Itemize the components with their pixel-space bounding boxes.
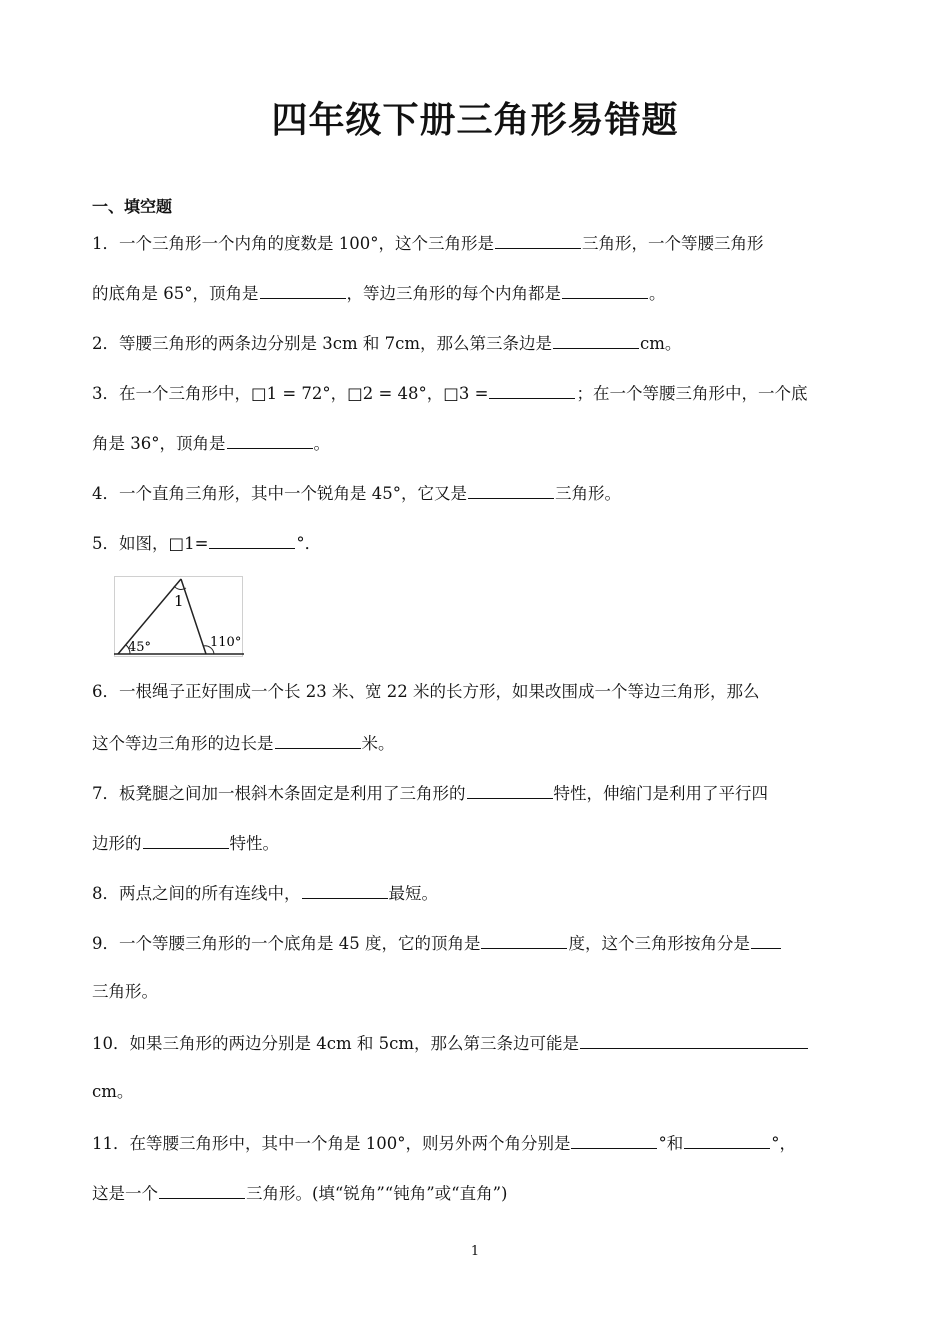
q2-text-b: cm。 xyxy=(640,334,682,353)
question-7-line-2 xyxy=(92,830,279,856)
q1-text-b: 三角形，一个等腰三角形 xyxy=(582,234,764,253)
q11-blank-1[interactable] xyxy=(571,1130,657,1149)
question-3-line-1 xyxy=(92,380,807,406)
question-6-line-2 xyxy=(92,730,395,756)
q3-text-b: ；在一个等腰三角形中，一个底 xyxy=(576,384,808,403)
question-5 xyxy=(92,530,321,556)
page-title: 四年级下册三角形易错题 xyxy=(271,100,679,141)
question-6-line-1 xyxy=(92,680,759,704)
q7-blank-2[interactable] xyxy=(143,830,229,849)
q9-text-b: 度，这个三角形按角分是 xyxy=(568,934,750,953)
question-7-line-1 xyxy=(92,780,768,806)
q9-text-c: 三角形。 xyxy=(92,982,158,1001)
q1-text-e: 。 xyxy=(649,284,666,303)
q7-text-d: 特性。 xyxy=(229,834,279,853)
angle-1-label: 1 xyxy=(174,592,184,610)
q7-text-c: 边形的 xyxy=(92,834,142,853)
q1-blank-3[interactable] xyxy=(562,280,648,299)
question-10-line-2 xyxy=(92,1080,133,1104)
q6-text-c: 米。 xyxy=(361,734,395,753)
page-number: 1 xyxy=(470,1244,480,1259)
q3-text-a: 3．在一个三角形中，□1 = 72°，□2 = 48°，□3 = xyxy=(92,384,489,403)
question-4 xyxy=(92,480,621,506)
q8-blank-1[interactable] xyxy=(302,880,388,899)
question-1-line-2 xyxy=(92,280,666,306)
q5-blank-1[interactable] xyxy=(209,530,295,549)
q4-blank-1[interactable] xyxy=(468,480,554,499)
q2-blank-1[interactable] xyxy=(553,330,639,349)
q11-text-b: °和 xyxy=(658,1134,684,1153)
right-side xyxy=(181,579,206,654)
q11-text-d: 这是一个 xyxy=(92,1184,158,1203)
question-11-line-1 xyxy=(92,1130,796,1156)
triangle-diagram xyxy=(114,576,246,658)
q1-text-d: ，等边三角形的每个内角都是 xyxy=(346,284,561,303)
q5-text-a: 5．如图，□1= xyxy=(92,534,209,553)
q2-text-a: 2．等腰三角形的两条边分别是 3cm 和 7cm，那么第三条边是 xyxy=(92,334,553,353)
q5-text-b: °． xyxy=(296,534,322,553)
q1-text-c: 的底角是 65°，顶角是 xyxy=(92,284,259,303)
q6-text-a: 6．一根绳子正好围成一个长 23 米、宽 22 米的长方形，如果改围成一个等边三角形，那么 xyxy=(92,682,760,701)
q11-text-a: 11．在等腰三角形中，其中一个角是 100°，则另外两个角分别是 xyxy=(92,1134,571,1153)
angle-45-label: 45° xyxy=(128,640,152,655)
q1-blank-1[interactable] xyxy=(495,230,581,249)
q3-blank-2[interactable] xyxy=(227,430,313,449)
q11-blank-3[interactable] xyxy=(159,1180,245,1199)
question-3-line-2 xyxy=(92,430,330,456)
q1-blank-2[interactable] xyxy=(260,280,346,299)
q7-text-a: 7．板凳腿之间加一根斜木条固定是利用了三角形的 xyxy=(92,784,466,803)
q3-text-c: 角是 36°，顶角是 xyxy=(92,434,226,453)
q3-text-d: 。 xyxy=(313,434,330,453)
q7-text-b: 特性，伸缩门是利用了平行四 xyxy=(553,784,768,803)
question-9-line-2 xyxy=(92,980,158,1004)
question-9-line-1 xyxy=(92,930,782,956)
q11-text-c: °， xyxy=(771,1134,796,1153)
q11-text-e: 三角形。(填“锐角”“钝角”或“直角”) xyxy=(246,1184,508,1203)
q3-blank-1[interactable] xyxy=(489,380,575,399)
q10-blank-1[interactable] xyxy=(580,1030,808,1049)
q11-blank-2[interactable] xyxy=(684,1130,770,1149)
q4-text-a: 4．一个直角三角形，其中一个锐角是 45°，它又是 xyxy=(92,484,467,503)
q10-text-a: 10．如果三角形的两边分别是 4cm 和 5cm，那么第三条边可能是 xyxy=(92,1034,579,1053)
question-10-line-1 xyxy=(92,1030,809,1056)
q8-text-a: 8．两点之间的所有连线中， xyxy=(92,884,301,903)
q7-blank-1[interactable] xyxy=(467,780,553,799)
question-8 xyxy=(92,880,438,906)
q4-text-b: 三角形。 xyxy=(555,484,621,503)
angle-110-label: 110° xyxy=(210,635,242,650)
section-heading: 一、填空题 xyxy=(92,197,173,216)
q1-text-a: 1．一个三角形一个内角的度数是 100°，这个三角形是 xyxy=(92,234,494,253)
q8-text-b: 最短。 xyxy=(388,884,438,903)
q6-blank-1[interactable] xyxy=(275,730,361,749)
triangle-figure xyxy=(114,576,246,662)
q6-text-b: 这个等边三角形的边长是 xyxy=(92,734,274,753)
question-11-line-2 xyxy=(92,1180,508,1206)
q9-blank-1[interactable] xyxy=(481,930,567,949)
q9-text-a: 9．一个等腰三角形的一个底角是 45 度，它的顶角是 xyxy=(92,934,481,953)
question-1-line-1 xyxy=(92,230,764,256)
q10-text-b: cm。 xyxy=(92,1082,134,1101)
q9-blank-2[interactable] xyxy=(751,930,781,949)
question-2 xyxy=(92,330,681,356)
